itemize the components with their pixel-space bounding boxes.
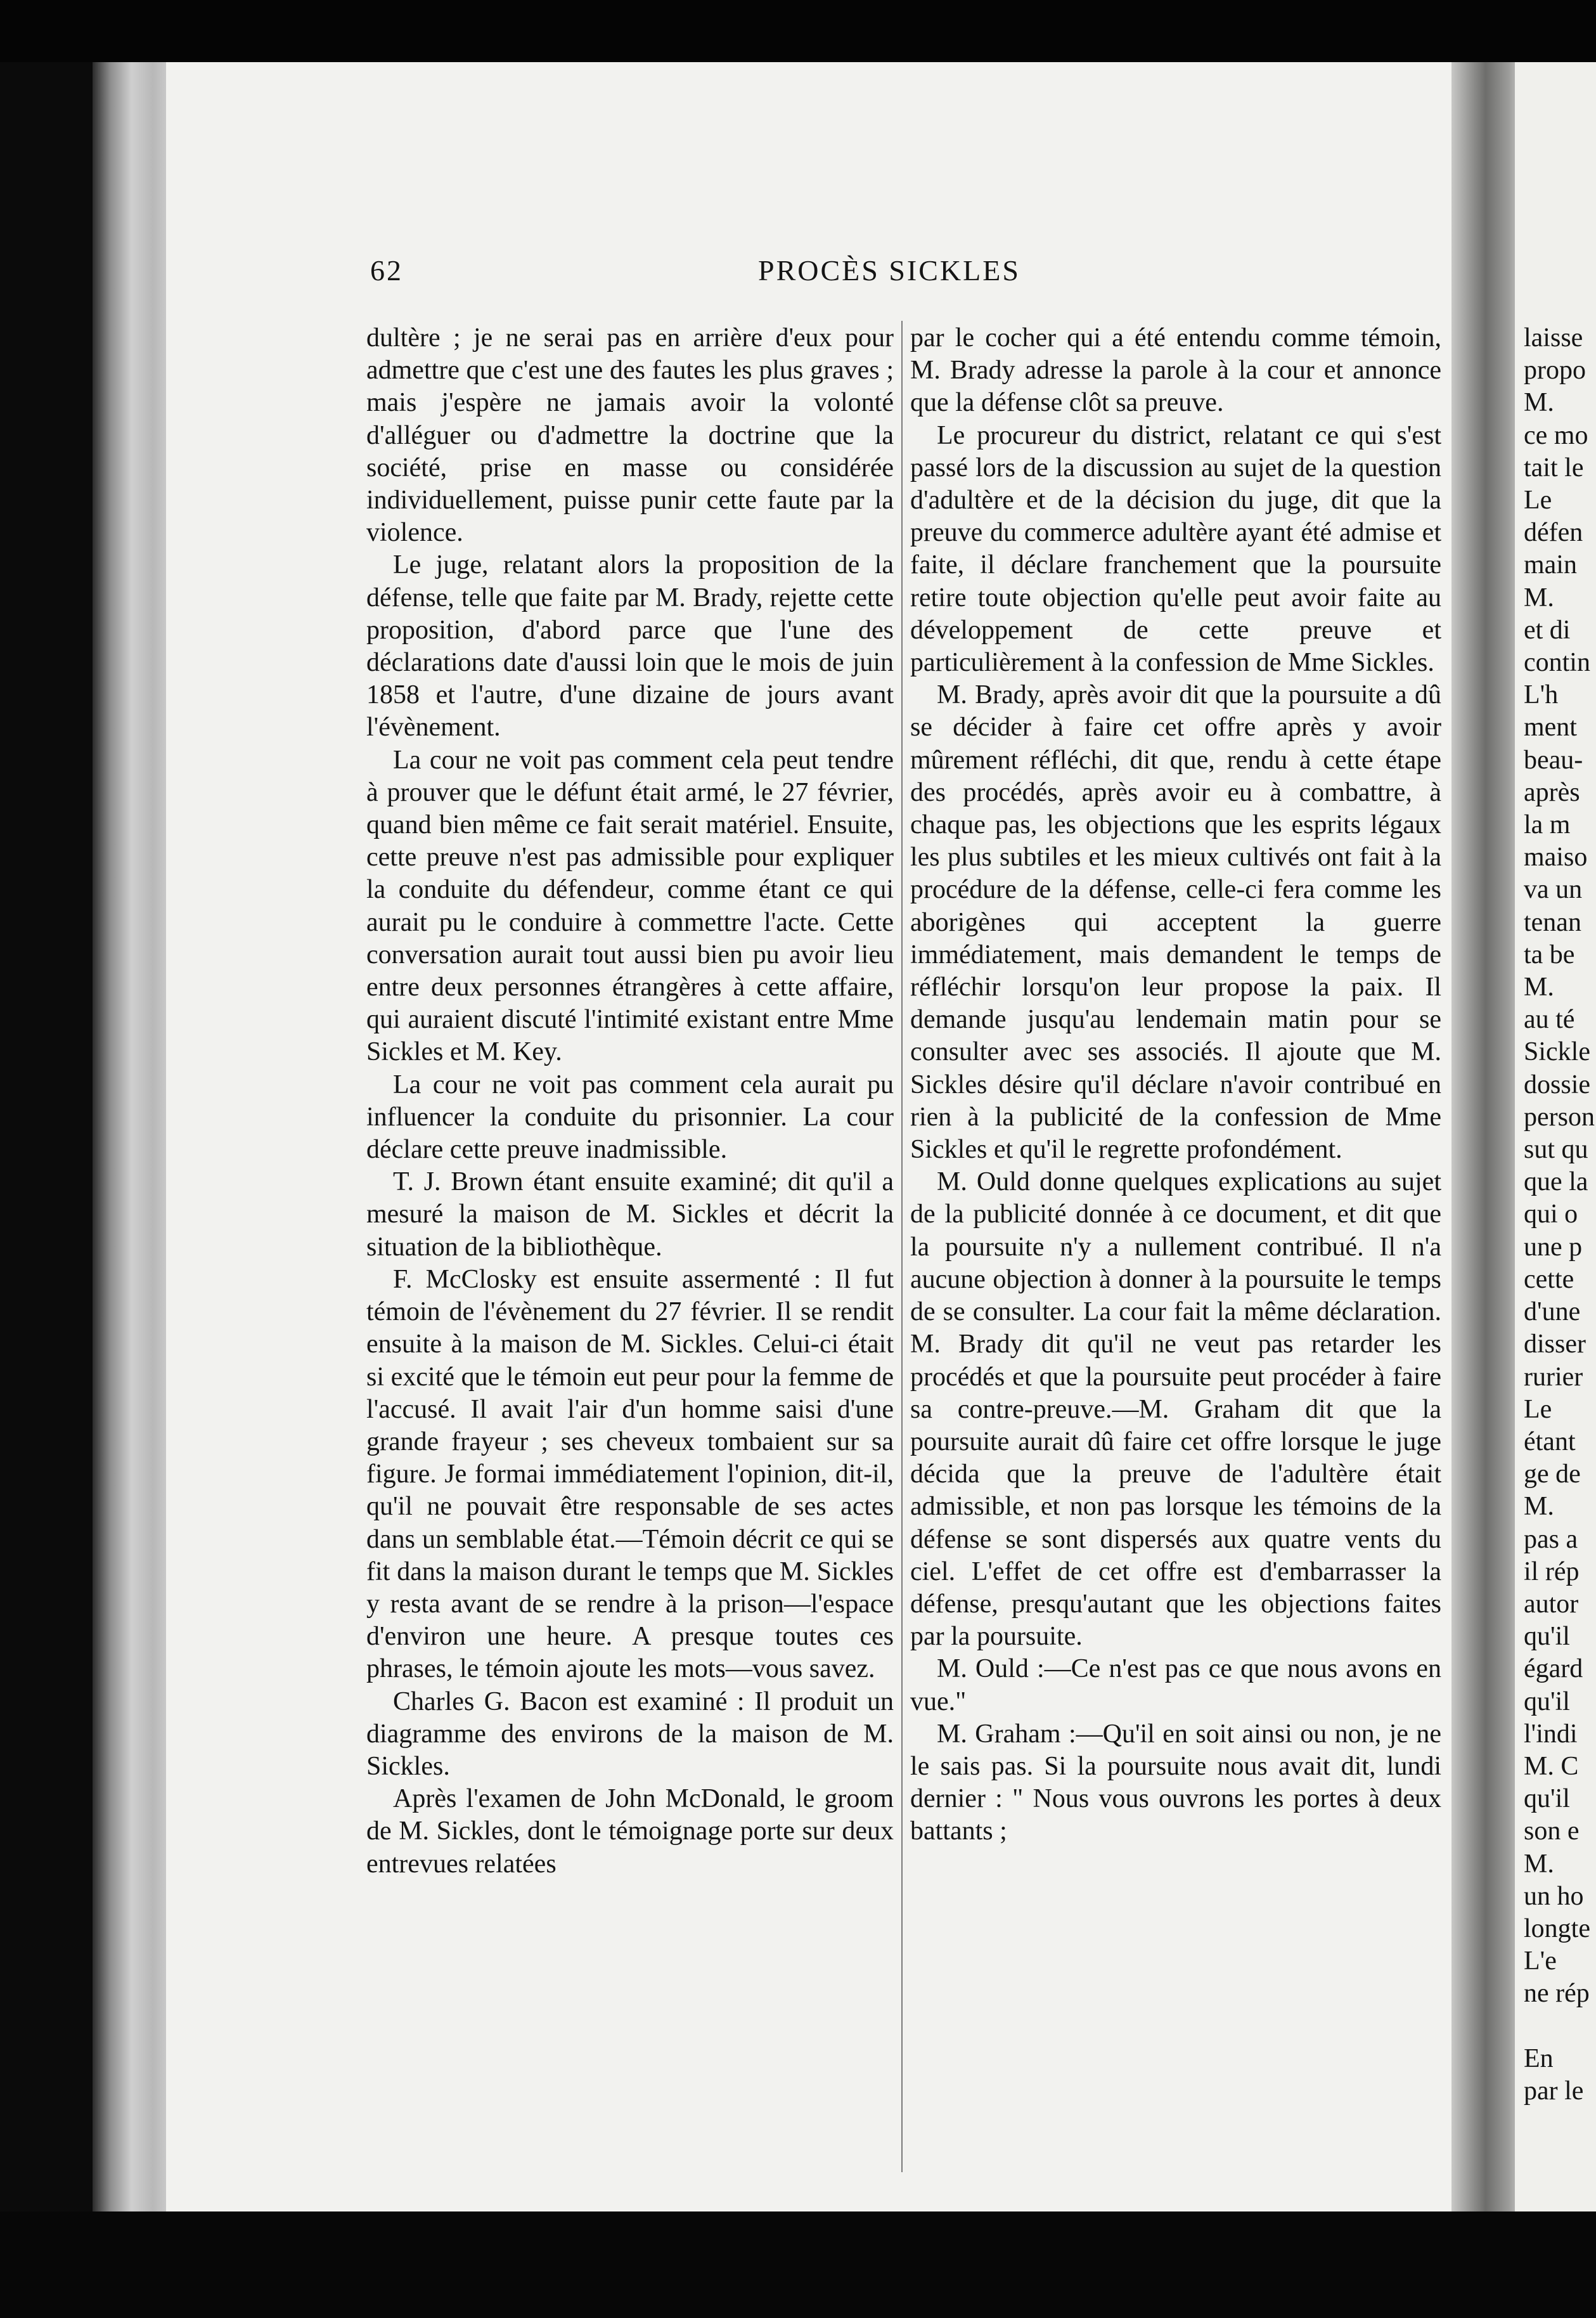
facing-page-fragment: M. bbox=[1524, 583, 1554, 612]
facing-page-fragment: L'h bbox=[1524, 680, 1559, 710]
scan-dark-border-top bbox=[0, 0, 1596, 62]
facing-page-fragment: ge de bbox=[1524, 1460, 1581, 1489]
facing-page-fragment: M. C bbox=[1524, 1751, 1579, 1781]
facing-page-fragment: qu'il bbox=[1524, 1784, 1570, 1814]
paragraph: Le procureur du district, relatant ce qui s'est passé lors de la discussion au sujet de la question d'adultère et de la décision du juge, dit que la preuve du commerce adultère ayant été admise et faite, il déclare franchement que la poursuite retire toute objection qu'elle peut avoir faite au développement de cette preuve et particulièrement à la confession de Mme Sickles. bbox=[910, 420, 1441, 678]
facing-page-fragment: propo bbox=[1524, 356, 1586, 385]
facing-page-fragment: qui o bbox=[1524, 1200, 1578, 1229]
facing-page-fragment: M. bbox=[1524, 973, 1554, 1002]
column-divider bbox=[901, 321, 903, 2172]
facing-page-fragment: la m bbox=[1524, 810, 1571, 840]
facing-page-fragment: Le bbox=[1524, 486, 1552, 515]
scan-dark-border-bottom bbox=[0, 2211, 1596, 2318]
facing-page-fragment: par le bbox=[1524, 2076, 1584, 2106]
facing-page-fragment: rurier bbox=[1524, 1362, 1583, 1392]
page-header bbox=[0, 254, 1596, 292]
paragraph: Le juge, relatant alors la proposition de la défense, telle que faite par M. Brady, rejette cette proposition, d'abord parce que l'une des déclarations date d'aussi loin que le mois de juin 1858 et l'autre, d'une dizaine de jours avant l'évènement. bbox=[366, 550, 894, 742]
facing-page-fragment: que la bbox=[1524, 1167, 1588, 1197]
paragraph: M. Brady, après avoir dit que la poursuite a dû se décider à faire cet offre après y avoir mûrement réfléchi, dit que, rendu à cette étape des procédés, après avoir eu à combattre, à chaque pas, les objections que les esprits légaux les plus subtiles et les mieux cultivés ont fait à la procédure de la défense, celle-ci fera comme les aborigènes qui acceptent la guerre immédiatement, mais demandent le temps de réfléchir lorsqu'on leur propose la paix. Il demande jusqu'au lendemain matin pour se consulter avec ses associés. Il ajoute que M. Sickles désire qu'il déclare n'avoir contribué en rien à la publicité de la confession de Mme Sickles et qu'il le regrette profondément. bbox=[910, 680, 1441, 1165]
facing-page-fragment: qu'il bbox=[1524, 1687, 1570, 1716]
running-title: PROCÈS SICKLES bbox=[758, 254, 1020, 287]
facing-page-fragment: tait le bbox=[1524, 453, 1584, 482]
facing-page-fragment: autor bbox=[1524, 1589, 1579, 1619]
facing-page-fragment: M. bbox=[1524, 388, 1554, 418]
facing-page-fragment: L'e bbox=[1524, 1946, 1557, 1976]
facing-page-fragment: cette bbox=[1524, 1264, 1574, 1294]
paragraph: Après l'examen de John McDonald, le groom de M. Sickles, dont le témoignage porte sur deux entrevues relatées bbox=[366, 1784, 894, 1879]
facing-page-fragment: après bbox=[1524, 777, 1580, 807]
facing-page-fragment: égard bbox=[1524, 1654, 1583, 1684]
paragraph: par le cocher qui a été entendu comme témoin, M. Brady adresse la parole à la cour et annonce que la défense clôt sa preuve. bbox=[910, 323, 1441, 418]
right-text-column bbox=[910, 322, 1441, 1848]
facing-page-fragment: qu'il bbox=[1524, 1622, 1570, 1652]
facing-page-fragment: En bbox=[1524, 2043, 1554, 2073]
facing-page-fragment: tenan bbox=[1524, 907, 1581, 937]
facing-page-fragment: il rép bbox=[1524, 1557, 1580, 1586]
facing-page-fragment: M. bbox=[1524, 1492, 1554, 1522]
facing-page-fragment: ta be bbox=[1524, 940, 1575, 969]
paragraph: dultère ; je ne serai pas en arrière d'eux pour admettre que c'est une des fautes les plus graves ; mais j'espère ne jamais avoir la volonté d'alléguer ou d'admettre la doctrine que la société, prise en masse ou considérée individuellement, puisse punir cette faute par la violence. bbox=[366, 323, 894, 548]
facing-page-fragment: étant bbox=[1524, 1427, 1576, 1456]
paragraph: F. McClosky est ensuite assermenté : Il fut témoin de l'évènement du 27 février. Il se rendit ensuite à la maison de M. Sickles. Celui-ci était si excité que le témoin eut peur pour la femme de l'accusé. Il avait l'air d'un homme saisi d'une grande frayeur ; ses cheveux tombaient sur sa figure. Je formai immédiatement l'opinion, dit-il, qu'il ne pouvait être responsable de ses actes dans un semblable état.—Témoin décrit ce qui se fit dans la maison durant le temps que M. Sickles y resta avant de se rendre à la prison—l'espace d'environ une heure. A presque toutes ces phrases, le témoin ajoute les mots—vous savez. bbox=[366, 1264, 894, 1684]
facing-page-fragment: son e bbox=[1524, 1816, 1580, 1846]
facing-page-fragment: sut qu bbox=[1524, 1135, 1588, 1165]
facing-page-fragment: défen bbox=[1524, 518, 1583, 548]
facing-page-fragment: main bbox=[1524, 550, 1577, 580]
facing-page-fragment: pas a bbox=[1524, 1524, 1578, 1554]
facing-page-fragment: ce mo bbox=[1524, 420, 1588, 450]
facing-page-fragment bbox=[1524, 2010, 1595, 2043]
facing-page-fragment: l'indi bbox=[1524, 1719, 1578, 1749]
facing-page-fragment: d'une bbox=[1524, 1297, 1581, 1327]
facing-page-fragment: contin bbox=[1524, 648, 1590, 678]
facing-page-edge bbox=[1515, 62, 1596, 2211]
facing-page-fragment: une p bbox=[1524, 1232, 1583, 1262]
facing-page-fragment: Sickle bbox=[1524, 1037, 1590, 1067]
facing-page-fragment: beau- bbox=[1524, 745, 1583, 775]
paragraph: La cour ne voit pas comment cela peut tendre à prouver que le défunt était armé, le 27 février, quand bien même ce fait serait matériel. Ensuite, cette preuve n'est pas admissible pour expliquer la conduite du défendeur, comme étant ce qui aurait pu le conduire à commettre l'acte. Cette conversation aurait tout aussi bien pu avoir lieu entre deux personnes étrangères à cette affaire, qui auraient discuté l'intimité existant entre Mme Sickles et M. Key. bbox=[366, 745, 894, 1067]
facing-page-fragment: et di bbox=[1524, 615, 1571, 645]
paragraph: M. Ould donne quelques explications au sujet de la publicité donnée à ce document, et dit que la poursuite n'y a nullement contribué. Il n'a aucune objection à donner à la poursuite le temps de se consulter. La cour fait la même déclaration. M. Brady dit qu'il ne veut pas retarder les procédés et que la poursuite peut procéder à faire sa contre-preuve.—M. Graham dit que la poursuite aurait dû faire cet offre lorsque le juge décida que la preuve de l'adultère était admissible, et non pas lorsque les témoins de la défense se sont dispersés aux quatre vents du ciel. L'effet de cet offre est d'embarrasser la défense, presqu'autant que les objections faites par la poursuite. bbox=[910, 1167, 1441, 1652]
facing-page-fragment: M. bbox=[1524, 1849, 1554, 1879]
paragraph: Charles G. Bacon est examiné : Il produit un diagramme des environs de la maison de M. Sickles. bbox=[366, 1687, 894, 1781]
paragraph: M. Graham :—Qu'il en soit ainsi ou non, je ne le sais pas. Si la poursuite nous avait dit, lundi dernier : " Nous vous ouvrons les portes à deux battants ; bbox=[910, 1719, 1441, 1846]
facing-page-fragment: au té bbox=[1524, 1005, 1575, 1035]
facing-page-fragment: person bbox=[1524, 1102, 1595, 1132]
facing-page-fragment: va un bbox=[1524, 875, 1583, 905]
paragraph: M. Ould :—Ce n'est pas ce que nous avons en vue." bbox=[910, 1654, 1441, 1716]
facing-page-fragment: maiso bbox=[1524, 843, 1588, 872]
left-text-column bbox=[366, 322, 894, 1881]
facing-page-fragment: disser bbox=[1524, 1330, 1586, 1359]
facing-page-fragment: Le bbox=[1524, 1394, 1552, 1424]
paragraph: T. J. Brown étant ensuite examiné; dit qu'il a mesuré la maison de M. Sickles et décrit la situation de la bibliothèque. bbox=[366, 1167, 894, 1262]
facing-page-fragment: ment bbox=[1524, 713, 1577, 742]
page-number: 62 bbox=[370, 254, 403, 287]
facing-page-fragment: un ho bbox=[1524, 1881, 1584, 1911]
facing-page-text-fragments bbox=[1524, 322, 1595, 2108]
facing-page-fragment: longte bbox=[1524, 1913, 1590, 1943]
facing-page-fragment: laisse bbox=[1524, 323, 1583, 353]
facing-page-fragment: dossie bbox=[1524, 1070, 1590, 1099]
paragraph: La cour ne voit pas comment cela aurait pu influencer la conduite du prisonnier. La cour déclare cette preuve inadmissible. bbox=[366, 1070, 894, 1165]
facing-page-fragment: ne rép bbox=[1524, 1979, 1590, 2009]
